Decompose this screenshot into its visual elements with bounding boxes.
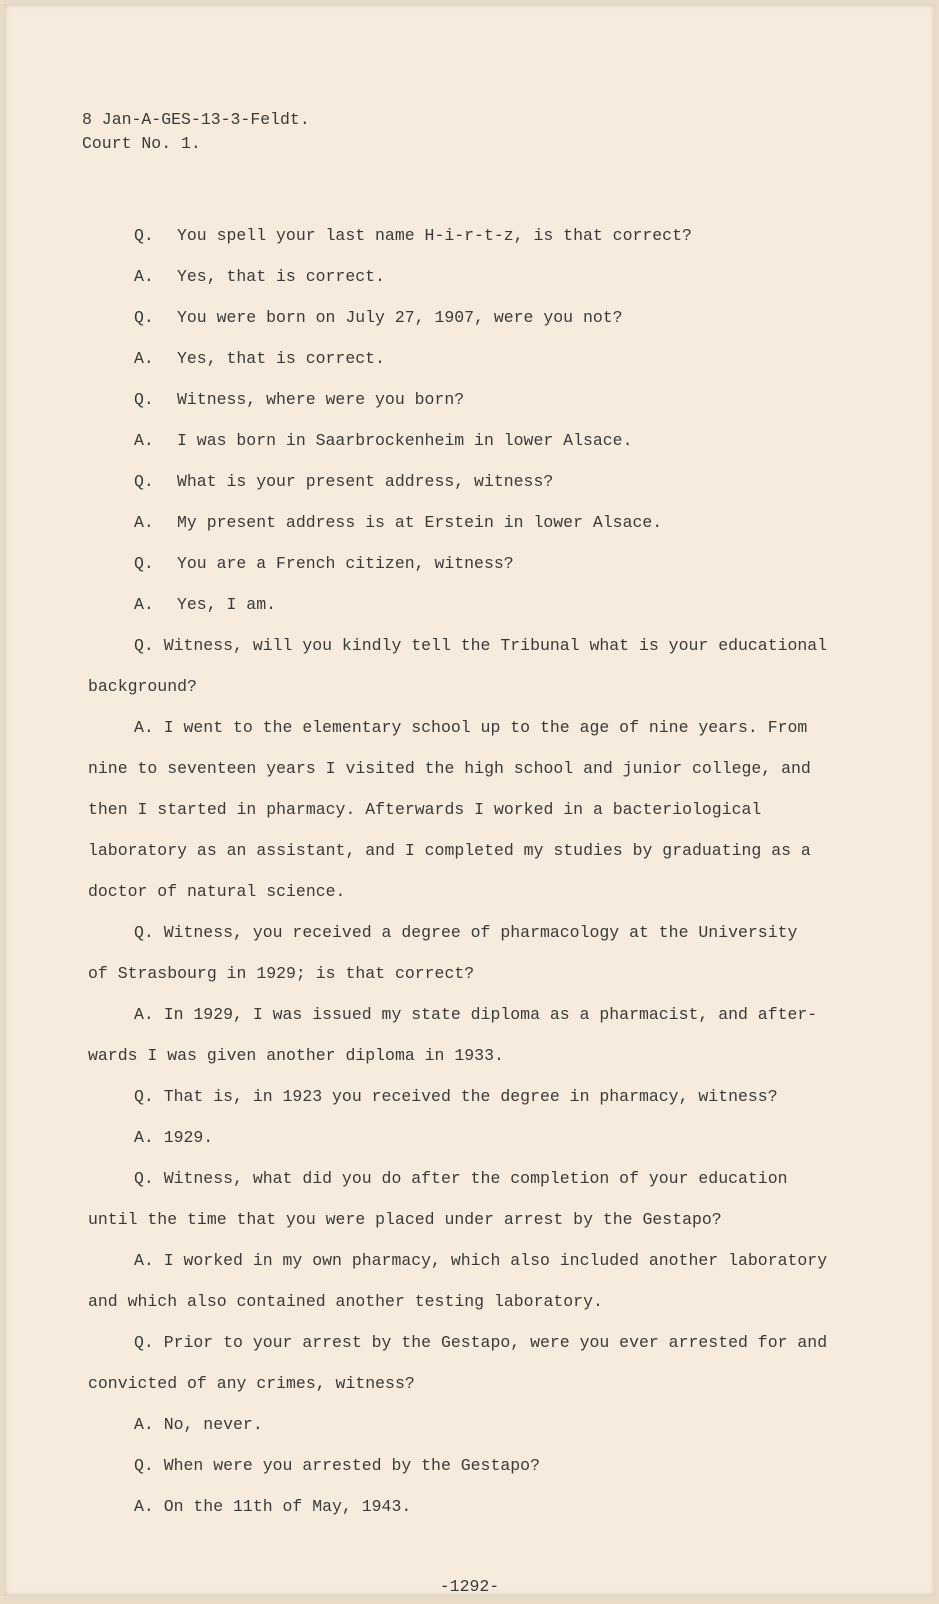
paragraph-continuation: until the time that you were placed under arrest by the Gestapo?: [88, 1210, 722, 1229]
line-text: Witness, where were you born?: [177, 390, 465, 409]
transcript-line: [88, 267, 868, 308]
paragraph-continuation: background?: [88, 677, 197, 696]
transcript-line: [88, 1374, 868, 1415]
line-text: Yes, I am.: [177, 595, 277, 614]
paragraph-first-line: A. 1929.: [134, 1128, 214, 1147]
transcript-line: [88, 1169, 868, 1210]
speaker-marker: A.: [134, 595, 154, 614]
line-text: You are a French citizen, witness?: [177, 554, 514, 573]
transcript-line: [88, 636, 868, 677]
speaker-marker: Q.: [134, 308, 154, 327]
line-text: Yes, that is correct.: [177, 349, 385, 368]
line-text: My present address is at Erstein in lower Alsace.: [177, 513, 663, 532]
transcript-line: [88, 308, 868, 349]
paragraph-continuation: wards I was given another diploma in 1933.: [88, 1046, 504, 1065]
paragraph-continuation: convicted of any crimes, witness?: [88, 1374, 415, 1393]
paragraph-continuation: of Strasbourg in 1929; is that correct?: [88, 964, 475, 983]
transcript-line: [88, 923, 868, 964]
speaker-marker: Q.: [134, 390, 154, 409]
paragraph-first-line: Q. When were you arrested by the Gestapo?: [134, 1456, 540, 1475]
paragraph-first-line: Q. Witness, you received a degree of pharmacology at the University: [134, 923, 798, 942]
transcript-line: [88, 1415, 868, 1456]
transcript-line: [88, 390, 868, 431]
transcript-line: [88, 1292, 868, 1333]
transcript-line: [88, 1005, 868, 1046]
transcript-line: [88, 513, 868, 554]
transcript-page: [4, 4, 935, 1596]
paragraph-first-line: A. No, never.: [134, 1415, 263, 1434]
transcript-line: [88, 1046, 868, 1087]
transcript-line: [88, 800, 868, 841]
paragraph-continuation: laboratory as an assistant, and I completed my studies by graduating as a: [88, 841, 811, 860]
transcript-line: [88, 349, 868, 390]
page-number: -1292-: [439, 1577, 500, 1596]
transcript-line: [88, 841, 868, 882]
transcript-line: [88, 1087, 868, 1128]
paragraph-first-line: Q. Prior to your arrest by the Gestapo, were you ever arrested for and: [134, 1333, 828, 1352]
transcript-line: [88, 677, 868, 718]
transcript-line: [88, 472, 868, 513]
transcript-line: [88, 964, 868, 1005]
paragraph-continuation: nine to seventeen years I visited the high school and junior college, and: [88, 759, 811, 778]
speaker-marker: A.: [134, 513, 154, 532]
paragraph-first-line: A. I went to the elementary school up to the age of nine years. From: [134, 718, 808, 737]
header-reference: 8 Jan-A-GES-13-3-Feldt.: [82, 110, 310, 129]
transcript-body: [88, 226, 868, 1538]
line-text: You spell your last name H-i-r-t-z, is that correct?: [177, 226, 692, 245]
line-text: I was born in Saarbrockenheim in lower Alsace.: [177, 431, 633, 450]
transcript-line: [88, 759, 868, 800]
transcript-line: [88, 1456, 868, 1497]
transcript-line: [88, 1128, 868, 1169]
paragraph-first-line: Q. Witness, will you kindly tell the Tribunal what is your educational: [134, 636, 828, 655]
speaker-marker: Q.: [134, 226, 154, 245]
transcript-line: [88, 226, 868, 267]
paragraph-continuation: doctor of natural science.: [88, 882, 346, 901]
transcript-line: [88, 1497, 868, 1538]
transcript-line: [88, 1333, 868, 1374]
paragraph-first-line: A. On the 11th of May, 1943.: [134, 1497, 412, 1516]
paragraph-continuation: and which also contained another testing laboratory.: [88, 1292, 603, 1311]
line-text: What is your present address, witness?: [177, 472, 554, 491]
paragraph-first-line: Q. Witness, what did you do after the completion of your education: [134, 1169, 788, 1188]
speaker-marker: A.: [134, 349, 154, 368]
paragraph-first-line: Q. That is, in 1923 you received the degree in pharmacy, witness?: [134, 1087, 778, 1106]
document-header: [82, 108, 310, 156]
header-court: Court No. 1.: [82, 134, 201, 153]
speaker-marker: Q.: [134, 472, 154, 491]
line-text: Yes, that is correct.: [177, 267, 385, 286]
speaker-marker: A.: [134, 431, 154, 450]
paragraph-continuation: then I started in pharmacy. Afterwards I worked in a bacteriological: [88, 800, 762, 819]
paragraph-first-line: A. I worked in my own pharmacy, which also included another laboratory: [134, 1251, 828, 1270]
transcript-line: [88, 1251, 868, 1292]
transcript-line: [88, 554, 868, 595]
line-text: You were born on July 27, 1907, were you not?: [177, 308, 623, 327]
transcript-line: [88, 718, 868, 759]
transcript-line: [88, 1210, 868, 1251]
speaker-marker: Q.: [134, 554, 154, 573]
transcript-line: [88, 882, 868, 923]
transcript-line: [88, 595, 868, 636]
paragraph-first-line: A. In 1929, I was issued my state diploma as a pharmacist, and after-: [134, 1005, 818, 1024]
speaker-marker: A.: [134, 267, 154, 286]
transcript-line: [88, 431, 868, 472]
